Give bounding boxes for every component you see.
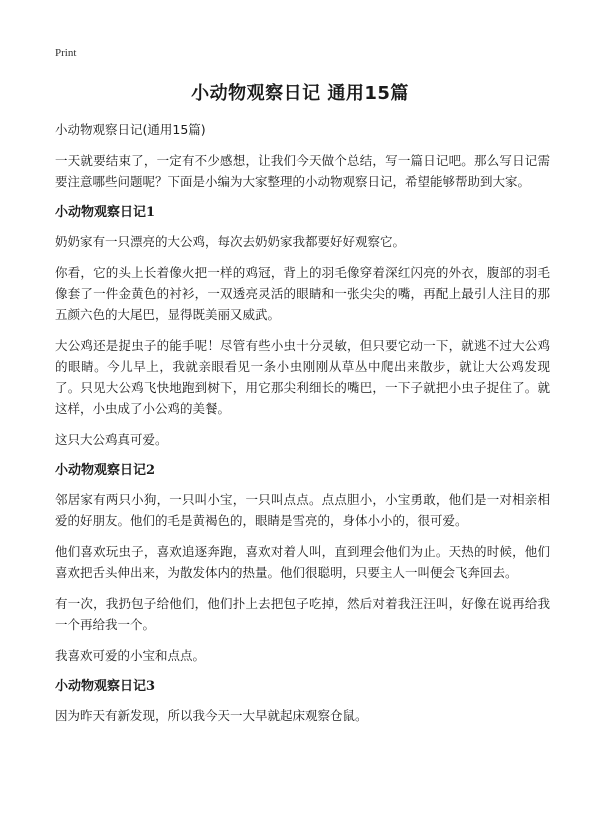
section-paragraph: 我喜欢可爱的小宝和点点。 bbox=[55, 648, 206, 663]
section-paragraph: 你看，它的头上长着像火把一样的鸡冠，背上的羽毛像穿着深红闪亮的外衣，腹部的羽毛像套了一件金黄色的衬衫，一双透亮灵活的眼睛和一张尖尖的嘴，再配上最引人注目的那五颜六色的大尾巴，显得既美丽又威武。 bbox=[55, 265, 550, 322]
print-link[interactable]: Print bbox=[55, 47, 77, 59]
section-paragraph: 因为昨天有新发现，所以我今天一大早就起床观察仓鼠。 bbox=[55, 708, 368, 723]
section-paragraph: 这只大公鸡真可爱。 bbox=[55, 432, 168, 447]
article-subtitle: 小动物观察日记(通用15篇) bbox=[55, 122, 206, 137]
section-paragraph: 邻居家有两只小狗，一只叫小宝，一只叫点点。点点胆小，小宝勇敢，他们是一对相亲相爱的好朋友。他们的毛是黄褐色的，眼睛是雪亮的，身体小小的，很可爱。 bbox=[55, 492, 550, 528]
page-title: 小动物观察日记 通用15篇 bbox=[191, 83, 409, 104]
diary-section-1 bbox=[55, 202, 550, 450]
section-paragraph: 他们喜欢玩虫子，喜欢追逐奔跑，喜欢对着人叫，直到理会他们为止。天热的时候，他们喜欢把舌头伸出来，为散发体内的热量。他们很聪明，只要主人一叫便会飞奔回去。 bbox=[55, 544, 550, 580]
section-heading: 小动物观察日记2 bbox=[55, 463, 156, 478]
section-paragraph: 有一次，我扔包子给他们，他们扑上去把包子吃掉，然后对着我汪汪叫，好像在说再给我一个再给我一个。 bbox=[55, 596, 550, 632]
section-paragraph: 大公鸡还是捉虫子的能手呢！尽管有些小虫十分灵敏，但只要它动一下，就逃不过大公鸡的眼睛。今儿早上，我就亲眼看见一条小虫刚刚从草丛中爬出来散步，就让大公鸡发现了。只见大公鸡飞快地跑到树下，用它那尖利细长的嘴巴，一下子就把小虫子捉住了。就这样，小虫成了小公鸡的美餐。 bbox=[55, 338, 550, 416]
intro-paragraph: 一天就要结束了，一定有不少感想，让我们今天做个总结，写一篇日记吧。那么写日记需要注意哪些问题呢？下面是小编为大家整理的小动物观察日记，希望能够帮助到大家。 bbox=[55, 153, 550, 189]
diary-section-2 bbox=[55, 460, 550, 666]
section-paragraph: 奶奶家有一只漂亮的大公鸡，每次去奶奶家我都要好好观察它。 bbox=[55, 234, 406, 249]
section-heading: 小动物观察日记1 bbox=[55, 205, 156, 220]
article-body bbox=[55, 119, 550, 736]
section-heading: 小动物观察日记3 bbox=[55, 679, 156, 694]
diary-section-3 bbox=[55, 676, 550, 726]
